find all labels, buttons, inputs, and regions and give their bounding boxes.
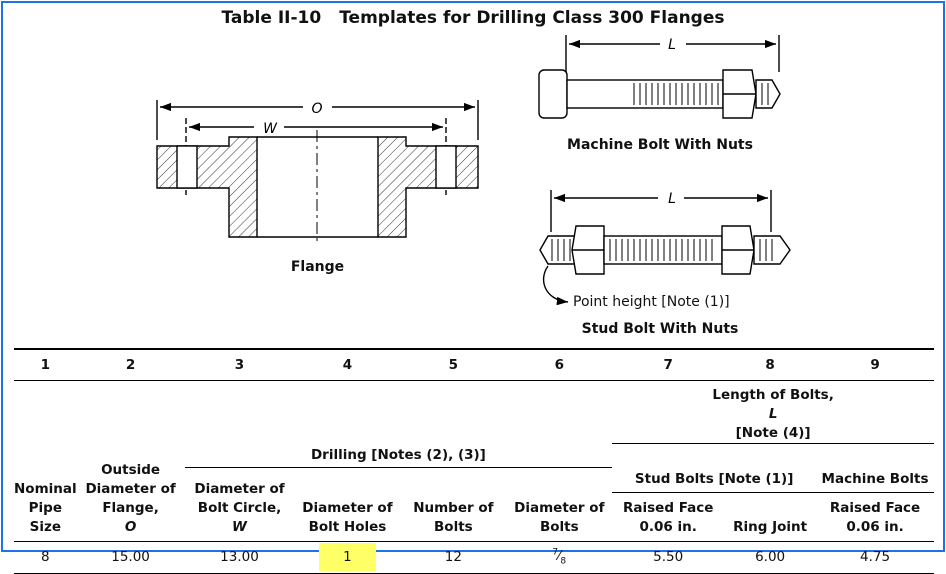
point-height-note: Point height [Note (1)]: [573, 294, 730, 310]
drilling-template-table: [14, 348, 934, 574]
col-num-5: 5: [400, 349, 506, 381]
col-num-9: 9: [816, 349, 934, 381]
stud-raised-face-cell: 5.50: [612, 541, 724, 573]
bolt-circle-header: Diameter of Bolt Circle, W: [194, 480, 285, 535]
bolt-holes-header: Diameter of Bolt Holes: [302, 499, 393, 535]
stud-bolts-header: Stud Bolts [Note (1)]: [612, 468, 816, 493]
col-num-2: 2: [77, 349, 185, 381]
machine-bolt-dim-l-label: L: [668, 37, 676, 53]
col-num-6: 6: [506, 349, 612, 381]
bolt-circle-cell: 13.00: [185, 541, 295, 573]
stud-bolt-caption: Stud Bolt With Nuts: [581, 321, 739, 337]
diameter-of-bolts-header: Diameter of Bolts: [514, 499, 605, 535]
number-of-bolts-header: Number of Bolts: [413, 499, 494, 535]
nps-cell: 8: [14, 541, 77, 573]
number-bolts-cell: 12: [400, 541, 506, 573]
table-row: [14, 541, 934, 573]
column-number-row: [14, 349, 934, 381]
stud-bolt-drawing: [540, 190, 790, 302]
length-of-bolts-header: Length of Bolts, L [Note (4)]: [712, 386, 834, 441]
flange-caption: Flange: [290, 259, 345, 275]
od-cell: 15.00: [77, 541, 185, 573]
flange-drawing: [157, 100, 478, 245]
stud-bolt-dim-l-label: L: [668, 191, 676, 207]
table-title-text: Templates for Drilling Class 300 Flanges: [339, 8, 725, 28]
table-number: Table II-10: [221, 8, 322, 28]
stud-ring-joint-cell: 6.00: [724, 541, 816, 573]
col-num-7: 7: [612, 349, 724, 381]
stud-raised-face-header: Raised Face 0.06 in.: [623, 499, 714, 535]
highlighted-value: 1: [319, 543, 376, 571]
col-num-8: 8: [724, 349, 816, 381]
drilling-group-header: Drilling [Notes (2), (3)]: [185, 443, 613, 468]
bolt-holes-cell: [294, 541, 400, 573]
col-num-1: 1: [14, 349, 77, 381]
col-num-4: 4: [294, 349, 400, 381]
flange-dim-w-label: W: [263, 121, 277, 137]
machine-raised-face-header: Raised Face 0.06 in.: [829, 499, 921, 535]
outside-diameter-header: Outside Diameter of Flange, O: [85, 461, 176, 535]
col-num-3: 3: [185, 349, 295, 381]
diameter-bolts-cell: $^7⁄_8$: [506, 541, 612, 573]
nominal-pipe-size-header: Nominal Pipe Size: [14, 480, 77, 535]
machine-bolts-header: Machine Bolts: [816, 468, 934, 493]
machine-raised-face-cell: 4.75: [816, 541, 934, 573]
ring-joint-header: Ring Joint: [733, 518, 808, 535]
flange-dim-o-label: O: [311, 101, 323, 117]
machine-bolt-caption: Machine Bolt With Nuts: [567, 137, 753, 153]
machine-bolt-drawing: [539, 35, 780, 118]
